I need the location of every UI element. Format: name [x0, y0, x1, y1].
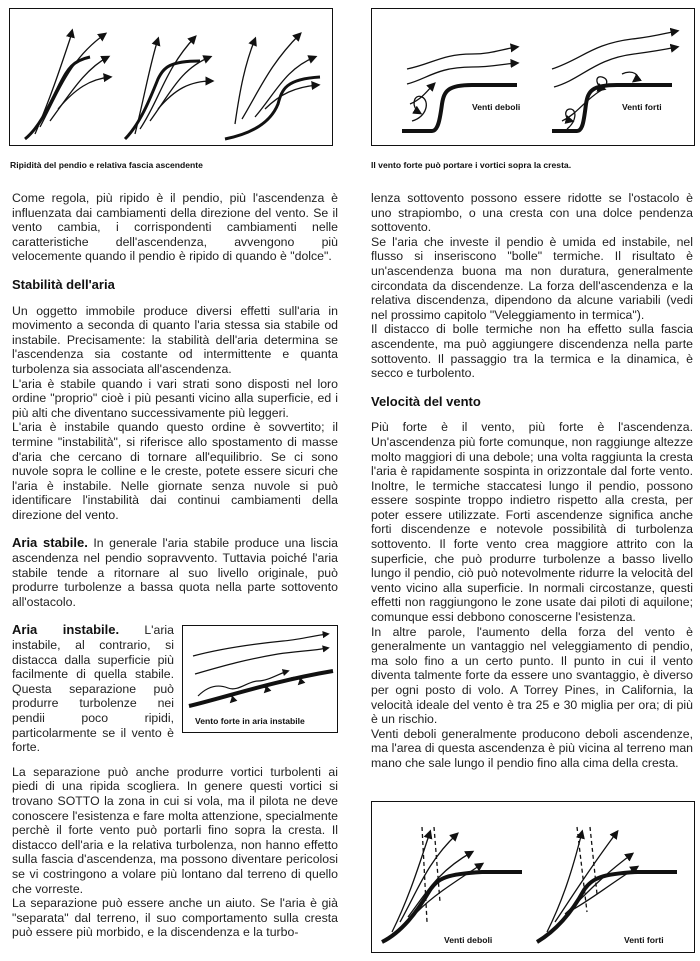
figure-slope-caption: Ripidità del pendio e relativa fascia ascendente — [10, 160, 203, 170]
heading-velocita: Velocità del vento — [371, 393, 481, 409]
right-paragraph: Venti deboli generalmente producono deboli ascendenze, ma l'area di questa ascendenza è più vicina al terreno man mano che sale lungo il pendio fino alla cima della cresta. — [371, 726, 693, 770]
text-aria-instabile: L'aria instabile, al contrario, si distacca dalla superficie più facilmente di quella stabile. Questa separazione può produrre turbolenze nei pendii poco ripidi, particolarmente se il vento è forte. — [12, 623, 175, 755]
figure-vortex-caption: Il vento forte può portare i vortici sopra la cresta. — [371, 160, 572, 170]
right-column — [371, 191, 693, 771]
left-paragraph: L'aria è stabile quando i vari strati sono disposti nel loro ordine "proprio" cioè i più pesanti vicino alla superficie, ed i più alti che diventano successivamente più leggeri. — [12, 376, 338, 420]
lead-aria-stabile: Aria stabile. — [12, 535, 88, 551]
figure-vortex — [371, 8, 695, 146]
heading-stabilita: Stabilità dell'aria — [12, 276, 115, 292]
wind-strength-diagram — [372, 802, 693, 951]
vortex-label-weak: Venti deboli — [472, 102, 521, 112]
left-paragraph: La separazione può anche produrre vortici turbolenti ai piedi di una ripida scogliera. In genere questi vortici si trovano SOTTO la zona in cui si vola, ma il pilota ne deve conoscere l'esistenza e fare molta attenzione, specialmente perchè il forte vento può portarli fino sopra la cresta. Il distacco dell'aria e la relativa turbolenza, non hanno effetto sulla fascia d'ascendenza, ma possono diventare pericolosi se vi costringono a volare più lontano dal terreno di quello che vorreste. — [12, 764, 338, 896]
figure-wind-strength — [371, 801, 695, 953]
left-paragraph: La separazione può essere anche un aiuto. Se l'aria è già "separata" dal terreno, il suo comportamento sulla cresta può essere più morbido, e la discendenza e la turbo- — [12, 896, 338, 940]
left-column — [12, 191, 338, 940]
wind-strength-label-weak: Venti deboli — [444, 935, 493, 945]
text-aria-stabile: In generale l'aria stabile produce una liscia ascendenza nel pendio sopravvento. Tuttavia poiché l'aria stabile tende a ritornare al suo livello originale, può produrre turbolenze a bassa quota nella parte sottovento all'ostacolo. — [12, 536, 338, 609]
right-paragraph: lenza sottovento possono essere ridotte se l'ostacolo è uno strapiombo, o una cresta con una dolce pendenza sottovento. — [371, 191, 693, 235]
unstable-block — [12, 623, 338, 754]
right-paragraph: Se l'aria che investe il pendio è umida ed instabile, nel flusso si inseriscono "bolle" termiche. Il risultato è un'ascendenza buona ma non duratura, generalmente circondata da discendenze. La forza dell'ascendenza e la relativa discendenza, dipendono da alcune variabili (vedi nel prossimo capitolo "Veleggiamento in termica"). — [371, 234, 693, 322]
lead-aria-instabile: Aria instabile. — [12, 622, 120, 638]
slope-diagram — [10, 9, 331, 144]
right-paragraph: In altre parole, l'aumento della forza del vento è generalmente un vantaggio nel veleggiamento di pendio, ma solo fino a un certo punto. Il punto in cui il vento diventa talmente forte da essere uno svantaggio, è diverso per ogni posto di volo. A Torrey Pines, in California, la velocità ideale del vento è tra 25 e 30 miglia per ora; di più è un rischio. — [371, 624, 693, 727]
vortex-diagram — [372, 9, 693, 144]
vortex-label-strong: Venti forti — [622, 102, 662, 112]
figure-slope-steepness — [9, 8, 333, 146]
right-paragraph: Il distacco di bolle termiche non ha effetto sulla fascia ascendente, ma può aggiungere discendenza nella parte sottovento. Il passaggio tra la termica e la dinamica, è secco e turbolento. — [371, 322, 693, 381]
left-paragraph: Come regola, più ripido è il pendio, più l'ascendenza è influenzata dai cambiamenti della direzione del vento. Se il vento cambia, i corrispondenti cambiamenti nelle caratteristiche dell'ascendenza, avvengono più velocemente quando il pendio è ripido di quando è "dolce". — [12, 191, 338, 264]
figure-unstable — [182, 625, 338, 733]
right-paragraph: Più forte è il vento, più forte è l'ascendenza. Un'ascendenza più forte comunque, non raggiunge altezze molto maggiori di una debole; una volta raggiunta la cresta l'aria è rapidamente sospinta in orizzontale dal forte vento. Inoltre, le termiche staccatesi lungo il pendio, possono essere sospinte troppo indietro rispetto alla cresta, per poter essere utilizzate. Forti ascendenze significa anche forti discendenze e notevole possibilità di turbolenza sottovento. Il forte vento crea maggiore attrito con la superficie, che può produrre turbolenze a basso livello lungo il pendio, ciò può notevolmente ridurre la velocità del vento vicino alla superficie. In normali circostanze, questi effetti non raggiungono le zone usate dai piloti di aquilone; comunque essi debbono conoscerne l'esistenza. — [371, 420, 693, 625]
left-paragraph: Un oggetto immobile produce diversi effetti sull'aria in movimento a seconda di quanto l'aria stessa sia stabile od instabile. Precisamente: la stabilità dell'aria determina se l'ascendenza sia costante od intermittente e quanta turbolenza sia associata all'ascendenza. — [12, 303, 338, 376]
wind-strength-label-strong: Venti forti — [624, 935, 664, 945]
unstable-label: Vento forte in aria instabile — [195, 716, 305, 727]
left-paragraph: L'aria è instabile quando questo ordine è sovvertito; il termine "instabilità", si riferisce allo spostamento di masse d'aria che cercano di tornare all'equilibrio. Se ci sono nuvole sopra le colline e le creste, potete essere sicuri che l'aria è instabile. Nelle giornate senza nuvole si può identificare l'instabilità dai continui cambiamenti della direzione del vento. — [12, 420, 338, 522]
left-paragraph-stabile — [12, 536, 338, 609]
